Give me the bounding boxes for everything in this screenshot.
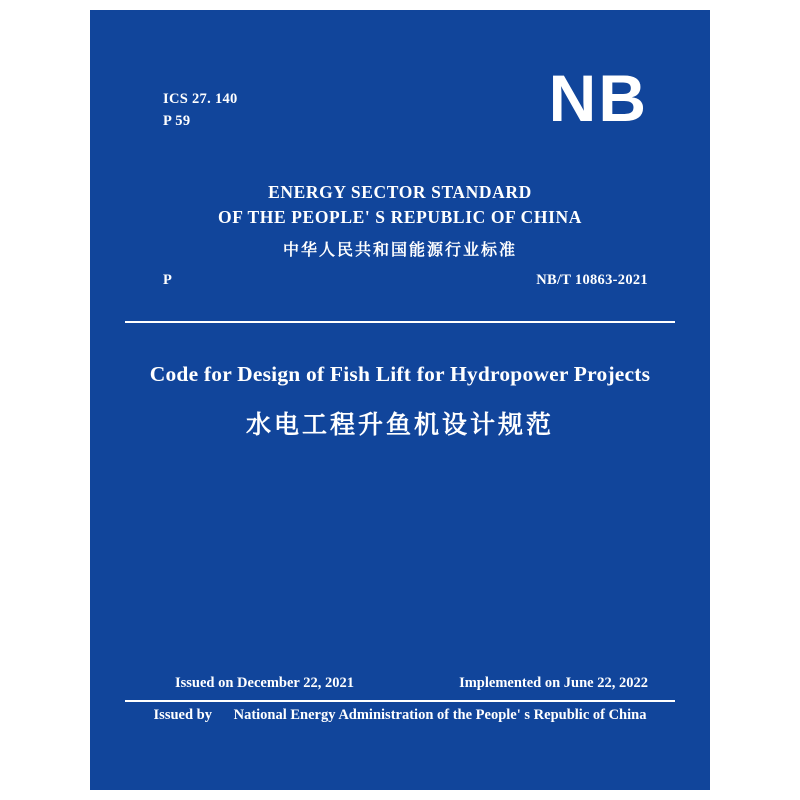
divider-bottom <box>125 700 675 702</box>
standard-number: NB/T 10863-2021 <box>536 272 648 288</box>
issued-by-row <box>90 707 710 724</box>
ics-block <box>163 88 238 133</box>
divider-top <box>125 321 675 323</box>
issuer-name: National Energy Administration of the People' s Republic of China <box>233 707 647 723</box>
standard-title-en-line1: ENERGY SECTOR STANDARD <box>268 182 532 202</box>
issued-date: Issued on December 22, 2021 <box>175 675 354 691</box>
classification-code: P 59 <box>163 113 191 130</box>
standard-cover-page <box>90 10 710 790</box>
standard-heading <box>90 180 710 260</box>
category-letter: P <box>163 272 173 288</box>
issued-by-label: Issued by <box>153 707 212 723</box>
dates-row <box>175 675 648 692</box>
code-row <box>163 272 648 289</box>
standard-title-cn: 中华人民共和国能源行业标准 <box>282 239 517 259</box>
implemented-date: Implemented on June 22, 2022 <box>459 675 648 691</box>
nb-logo: NB <box>548 61 648 135</box>
document-title-cn: 水电工程升鱼机设计规范 <box>245 410 554 439</box>
ics-code: ICS 27. 140 <box>163 91 238 107</box>
title-block <box>90 362 710 441</box>
standard-title-en-line2: OF THE PEOPLE' S REPUBLIC OF CHINA <box>218 207 582 228</box>
document-title-en: Code for Design of Fish Lift for Hydropower Projects <box>149 362 651 386</box>
